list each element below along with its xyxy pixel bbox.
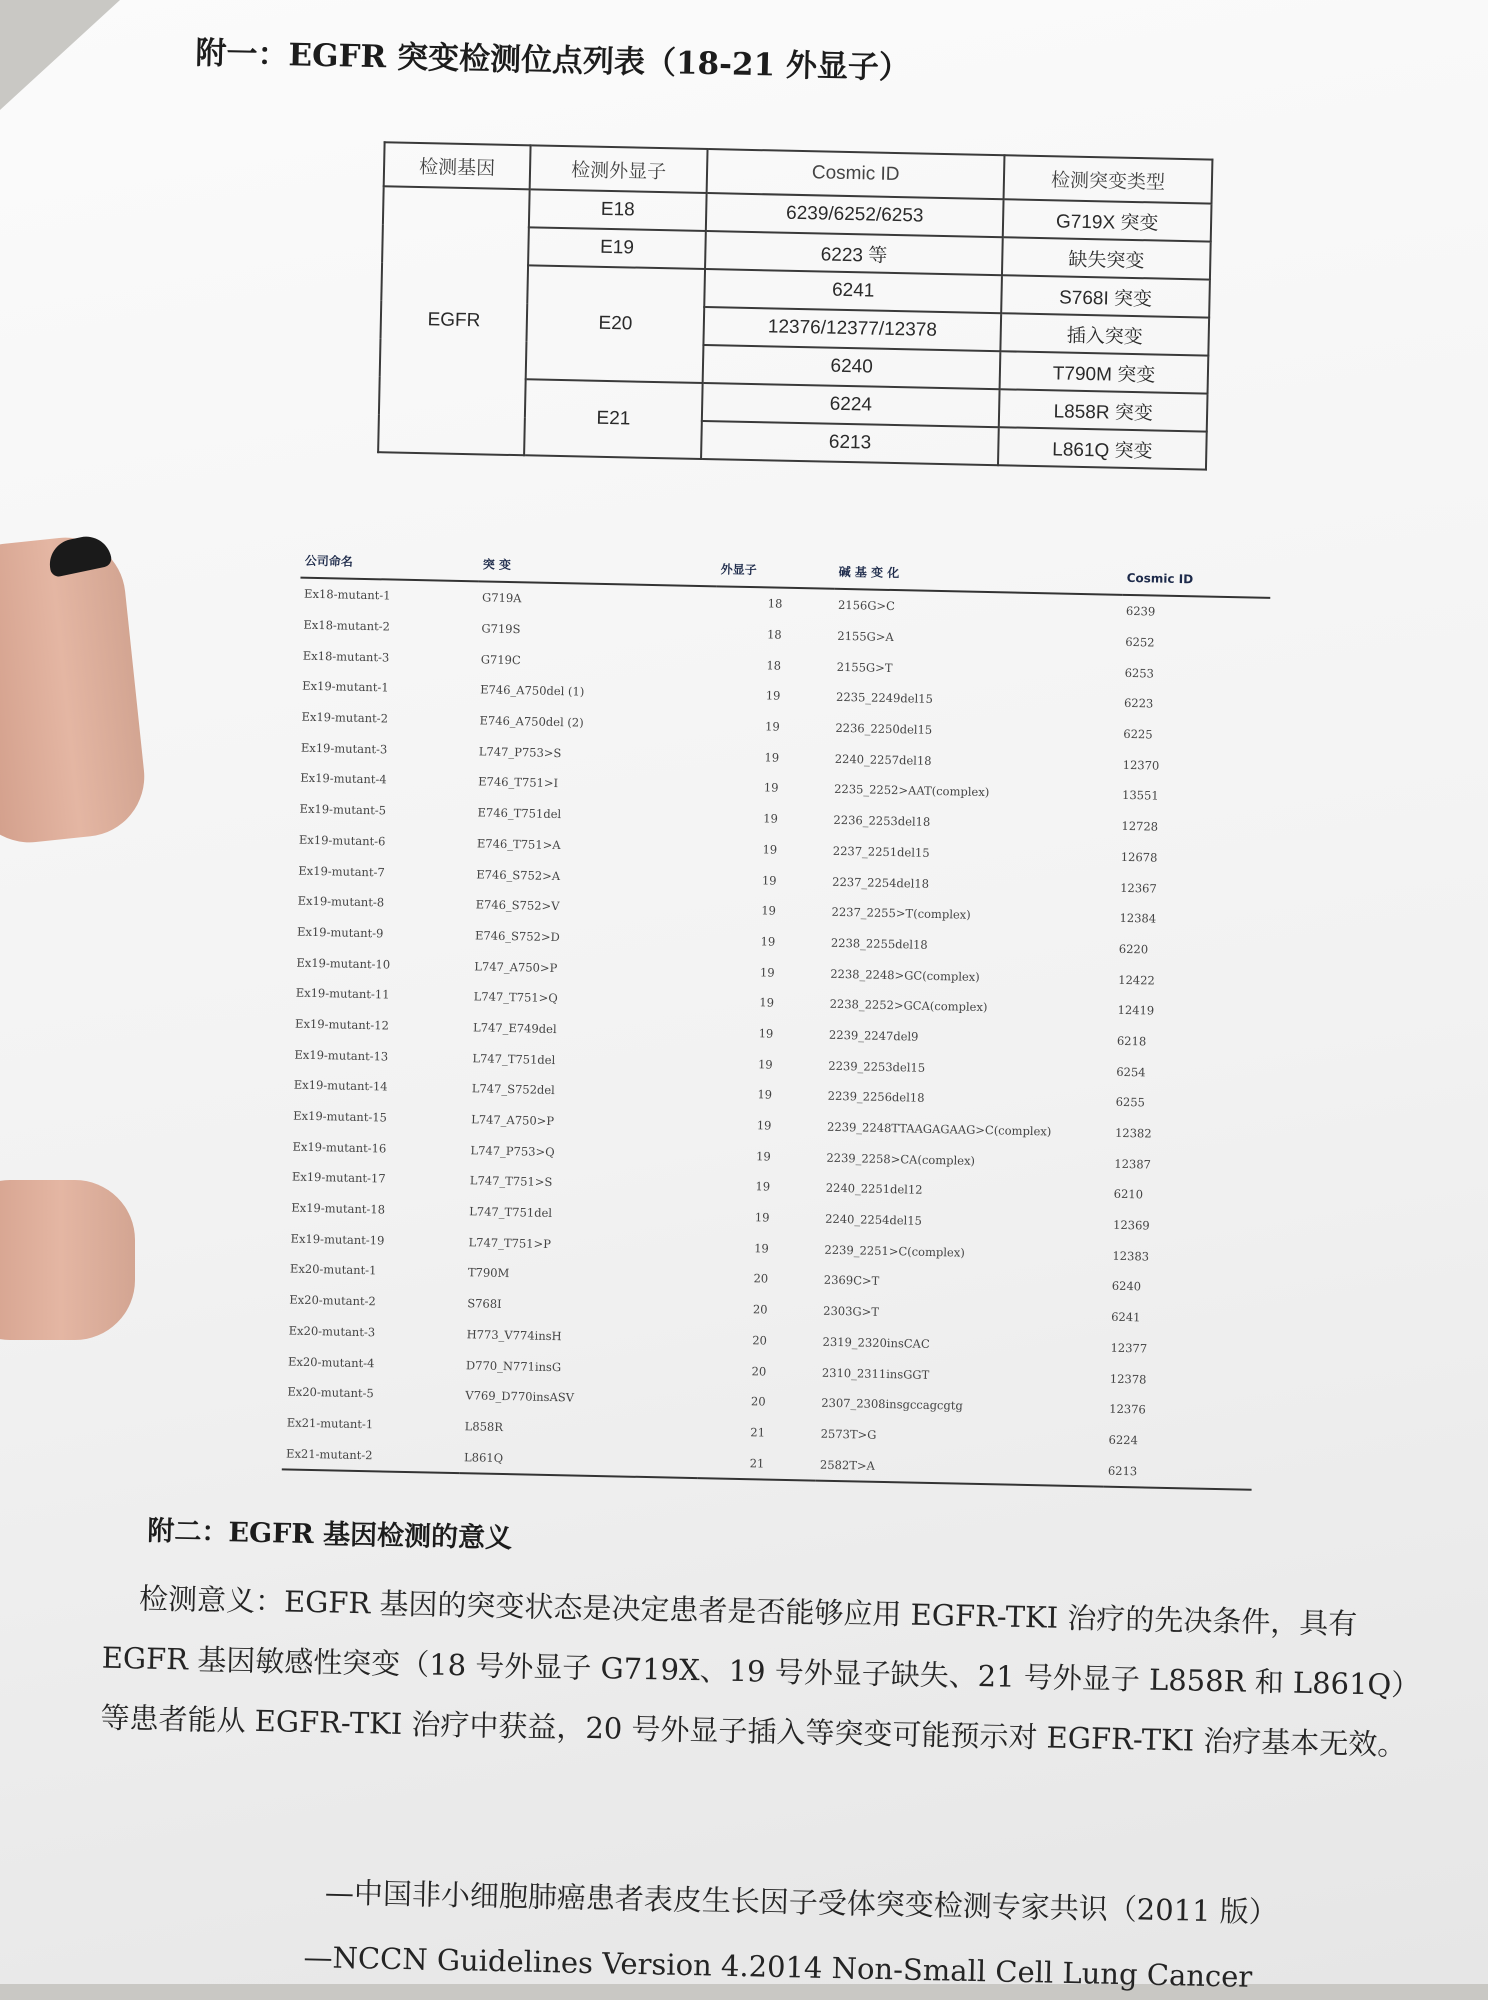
company-name-cell: Ex20-mutant-1: [289, 1262, 377, 1278]
company-name-cell: Ex20-mutant-5: [287, 1384, 374, 1401]
exon-cell: E19: [528, 227, 706, 269]
company-name-cell: Ex19-mutant-8: [297, 893, 385, 910]
exon-site-table: [377, 141, 1213, 470]
header-mutation: 突 变: [478, 555, 716, 586]
cosmic-cell: 12376/12377/12378: [703, 307, 1001, 351]
significance-paragraph: 检测意义：EGFR 基因的突变状态是决定患者是否能够应用 EGFR-TKI 治疗的先决条件，具有 EGFR 基因敏感性突变（18 号外显子 G719X、19 号外显子缺失、21 号外显子 L858R 和 L861Q）等患者能从 EGFR-TKI 治疗中获益，20 号外显子插入等突变可能预示对 EGFR-TKI 治疗基本无效。: [100, 1581, 1421, 1763]
base-change-cell: 2156G>C: [837, 598, 896, 614]
company-name-cell: Ex19-mutant-2: [301, 709, 389, 726]
base-change-cell: 2236_2253del18: [833, 812, 931, 830]
header-company-name: 公司命名: [300, 552, 479, 582]
company-name-cell: Ex19-mutant-10: [296, 955, 391, 972]
mutation-cell: S768I: [467, 1296, 502, 1312]
cosmic-cell: 13551: [1121, 788, 1159, 804]
mutation-cell: H773_V774insH: [466, 1327, 562, 1344]
source-citation-2: —NCCN Guidelines Version 4.2014 Non-Small Cell Lung Cancer: [303, 1939, 1253, 1994]
mutation-cell: E746_T751del: [477, 805, 562, 822]
mutation-cell: V769_D770insASV: [465, 1388, 575, 1405]
mutation-type-cell: S768I 突变: [1001, 275, 1210, 317]
base-change-cell: 2235_2252>AAT(complex): [834, 782, 990, 800]
cosmic-cell: 12384: [1119, 911, 1157, 926]
company-name-cell: Ex19-mutant-4: [300, 771, 387, 787]
mutation-cell: L747_P753>Q: [470, 1143, 555, 1159]
exon-cell: 19: [759, 964, 775, 980]
mutation-cell: L747_P753>S: [478, 744, 562, 760]
mutation-cell: E746_S752>V: [475, 897, 560, 914]
cosmic-cell: 12367: [1120, 880, 1157, 896]
base-change-cell: 2237_2251del15: [832, 843, 930, 860]
cosmic-cell: 6213: [1104, 1455, 1253, 1490]
base-change-cell: 2237_2255>T(complex): [831, 905, 971, 922]
exon-cell: 20: [752, 1302, 768, 1317]
exon-cell: 20: [753, 1271, 769, 1287]
company-name-cell: Ex21-mutant-2: [282, 1438, 461, 1473]
base-change-cell: 2238_2255del18: [830, 935, 928, 952]
cosmic-cell: 12422: [1118, 972, 1155, 988]
mutation-type-cell: G719X 突变: [1003, 199, 1212, 241]
header-exon: 外显子: [716, 560, 835, 588]
exon-cell: 19: [765, 688, 781, 704]
company-name-cell: Ex21-mutant-1: [286, 1415, 374, 1432]
finger-lower: [0, 1180, 135, 1340]
base-change-cell: 2155G>T: [836, 659, 893, 675]
exon-cell: 19: [764, 750, 780, 765]
cosmic-cell: 6213: [701, 421, 999, 465]
mutation-cell: E746_T751>I: [478, 774, 559, 791]
exon-cell: 19: [756, 1118, 772, 1133]
company-name-cell: Ex19-mutant-18: [291, 1200, 386, 1217]
base-change-cell: 2240_2257del18: [834, 751, 932, 768]
exon-cell: 19: [755, 1148, 771, 1164]
cosmic-cell: 6239: [1125, 604, 1156, 619]
company-name-cell: Ex19-mutant-11: [295, 985, 390, 1002]
cosmic-cell: 12370: [1122, 757, 1160, 773]
base-change-cell: 2319_2320insCAC: [822, 1334, 930, 1351]
base-change-cell: 2307_2308insgccagcgtg: [821, 1395, 963, 1413]
cosmic-cell: 6253: [1124, 665, 1155, 681]
company-name-cell: Ex19-mutant-17: [291, 1169, 386, 1186]
mutation-cell: L747_T751>Q: [473, 989, 558, 1006]
company-name-cell: Ex19-mutant-14: [293, 1077, 388, 1094]
appendix-two-heading: 附二：EGFR 基因检测的意义: [147, 1515, 513, 1555]
company-name-cell: Ex19-mutant-6: [298, 832, 386, 849]
mutation-type-cell: 缺失突变: [1002, 237, 1211, 279]
cosmic-cell: 12728: [1121, 819, 1159, 834]
header-exon: 检测外显子: [530, 145, 708, 193]
company-name-cell: Ex18-mutant-2: [303, 617, 391, 634]
base-change-cell: 2573T>G: [820, 1426, 877, 1442]
header-base-change: 碱 基 变 化: [834, 563, 1122, 595]
mutation-cell: L747_T751>S: [469, 1173, 553, 1190]
exon-cell: 19: [760, 934, 776, 949]
company-name-cell: Ex19-mutant-1: [302, 679, 389, 695]
exon-cell: 20: [751, 1363, 767, 1379]
base-change-cell: 2239_2256del18: [827, 1089, 925, 1106]
exon-cell: 20: [750, 1394, 766, 1409]
exon-cell: 19: [759, 995, 775, 1010]
cosmic-cell: 6241: [704, 269, 1002, 313]
exon-cell: 19: [754, 1210, 770, 1225]
company-name-cell: Ex19-mutant-3: [300, 740, 388, 757]
company-name-cell: Ex19-mutant-13: [294, 1047, 389, 1064]
cosmic-cell: 6218: [1116, 1033, 1147, 1049]
base-change-cell: 2237_2254del18: [832, 874, 930, 891]
base-change-cell: 2239_2258>CA(complex): [826, 1150, 976, 1168]
exon-cell: 19: [757, 1056, 773, 1072]
exon-cell: 19: [761, 872, 777, 888]
base-change-cell: 2303G>T: [823, 1303, 880, 1320]
exon-cell: 21: [750, 1425, 766, 1440]
header-gene: 检测基因: [384, 142, 531, 189]
base-change-cell: 2155G>A: [837, 628, 894, 645]
mutation-rows: [282, 578, 1270, 1490]
exon-cell: 18: [766, 627, 782, 642]
cosmic-cell: 6224: [1108, 1432, 1139, 1448]
header-cosmic-id: Cosmic ID: [707, 149, 1005, 199]
cosmic-cell: 6240: [1111, 1279, 1142, 1294]
exon-cell: 19: [763, 811, 778, 826]
base-change-cell: 2240_2254del15: [825, 1211, 923, 1228]
base-change-cell: 2236_2250del15: [835, 720, 933, 737]
mutation-type-cell: L861Q 突变: [998, 427, 1207, 469]
header-mutation-type: 检测突变类型: [1004, 155, 1213, 203]
mutation-cell: E746_A750del (1): [480, 682, 585, 699]
company-name-cell: Ex18-mutant-3: [302, 648, 390, 665]
cosmic-cell: 12419: [1117, 1003, 1155, 1018]
base-change-cell: 2239_2251>C(complex): [824, 1242, 965, 1260]
exon-cell: 19: [755, 1179, 771, 1194]
exon-cell: 19: [763, 780, 779, 796]
cosmic-cell: 12387: [1114, 1156, 1152, 1172]
exon-cell: 20: [752, 1333, 768, 1348]
mutation-cell: E746_S752>A: [476, 866, 561, 883]
cosmic-cell: 12382: [1114, 1125, 1152, 1141]
base-change-cell: 2235_2249del15: [835, 690, 933, 707]
mutation-cell: E746_S752>D: [474, 928, 560, 945]
mutation-cell: G719A: [481, 590, 522, 606]
cosmic-cell: 12378: [1109, 1371, 1147, 1387]
header-cosmic-id: Cosmic ID: [1122, 569, 1271, 598]
company-name-cell: Ex19-mutant-16: [292, 1139, 387, 1156]
mutation-cell: L861Q: [460, 1441, 699, 1478]
mutation-type-cell: T790M 突变: [1000, 351, 1209, 393]
exon-cell: 19: [761, 903, 777, 918]
company-name-cell: Ex20-mutant-2: [289, 1292, 376, 1309]
exon-cell: E20: [526, 265, 705, 383]
exon-cell: 19: [758, 1026, 774, 1041]
cosmic-cell: 6252: [1125, 634, 1155, 650]
mutation-cell: L747_E749del: [472, 1020, 557, 1037]
exon-cell: 19: [754, 1241, 769, 1256]
mutation-cell: T790M: [467, 1265, 510, 1281]
mutation-cell: L747_A750>P: [471, 1112, 555, 1129]
mutation-cell: L858R: [464, 1419, 504, 1434]
cosmic-cell: 12383: [1112, 1248, 1150, 1264]
base-change-cell: 2238_2248>GC(complex): [830, 966, 980, 984]
cosmic-cell: 6240: [703, 345, 1001, 389]
exon-cell: 18: [766, 658, 782, 673]
base-change-cell: 2238_2252>GCA(complex): [829, 997, 988, 1015]
cosmic-cell: 12678: [1120, 849, 1158, 865]
mutation-type-cell: 插入突变: [1001, 313, 1210, 355]
mutation-cell: G719C: [480, 652, 521, 667]
base-change-cell: 2369C>T: [823, 1273, 880, 1289]
cosmic-cell: 12376: [1109, 1401, 1146, 1417]
company-name-cell: Ex18-mutant-1: [303, 587, 391, 603]
cosmic-cell: 6255: [1115, 1095, 1146, 1110]
appendix-one-heading: 附一：EGFR 突变检测位点列表（18-21 外显子）: [195, 35, 911, 87]
exon-cell: 18: [767, 596, 783, 612]
exon-cell: E21: [524, 379, 702, 459]
mutation-cell: L747_T751>P: [468, 1235, 552, 1251]
mutation-cell: L747_S752del: [471, 1081, 555, 1098]
mutation-cell: D770_N771insG: [465, 1357, 562, 1374]
company-name-cell: Ex19-mutant-19: [290, 1231, 385, 1248]
gene-cell: EGFR: [378, 186, 530, 455]
mutation-cell: L747_T751del: [469, 1204, 553, 1221]
cosmic-cell: 6210: [1113, 1187, 1144, 1202]
mutation-cell: G719S: [481, 621, 521, 637]
company-name-cell: Ex19-mutant-12: [294, 1016, 390, 1033]
company-name-cell: Ex20-mutant-3: [288, 1323, 376, 1340]
mutation-detail-table: [282, 552, 1271, 1491]
company-name-cell: Ex19-mutant-9: [296, 924, 384, 941]
base-change-cell: 2239_2248TTAAGAGAAG>C(complex): [826, 1119, 1052, 1139]
exon-cell: 19: [757, 1087, 773, 1102]
cosmic-cell: 6239/6252/6253: [706, 193, 1004, 237]
base-change-cell: 2582T>A: [816, 1449, 1105, 1487]
base-change-cell: 2239_2247del9: [828, 1027, 919, 1044]
mutation-cell: L747_T751del: [472, 1050, 556, 1067]
cosmic-cell: 6223 等: [705, 231, 1003, 275]
base-change-cell: 2240_2251del12: [825, 1181, 923, 1198]
company-name-cell: Ex19-mutant-15: [293, 1108, 388, 1125]
exon-cell: 19: [764, 719, 780, 734]
cosmic-cell: 6223: [1123, 696, 1154, 711]
exon-cell: 21: [698, 1446, 817, 1480]
cosmic-cell: 6225: [1123, 726, 1153, 742]
base-change-cell: 2310_2311insGGT: [821, 1365, 930, 1382]
company-name-cell: Ex19-mutant-5: [299, 801, 387, 818]
source-citation-1: —中国非小细胞肺癌患者表皮生长因子受体突变检测专家共识（2011 版）: [324, 1875, 1279, 1930]
cosmic-cell: 6254: [1116, 1064, 1146, 1080]
cosmic-cell: 6224: [702, 383, 1000, 427]
mutation-cell: E746_T751>A: [476, 836, 561, 852]
mutation-cell: L747_A750>P: [474, 958, 558, 975]
cosmic-cell: 12369: [1112, 1217, 1150, 1233]
exon-cell: E18: [529, 189, 707, 231]
exon-cell: 19: [762, 842, 778, 857]
base-change-cell: 2239_2253del15: [828, 1058, 926, 1075]
cosmic-cell: 12377: [1110, 1340, 1148, 1356]
company-name-cell: Ex20-mutant-4: [287, 1354, 375, 1370]
company-name-cell: Ex19-mutant-7: [298, 863, 385, 879]
cosmic-cell: 6220: [1118, 941, 1149, 957]
cosmic-cell: 6241: [1111, 1309, 1141, 1325]
mutation-cell: E746_A750del (2): [479, 713, 584, 730]
mutation-type-cell: L858R 突变: [999, 389, 1208, 431]
